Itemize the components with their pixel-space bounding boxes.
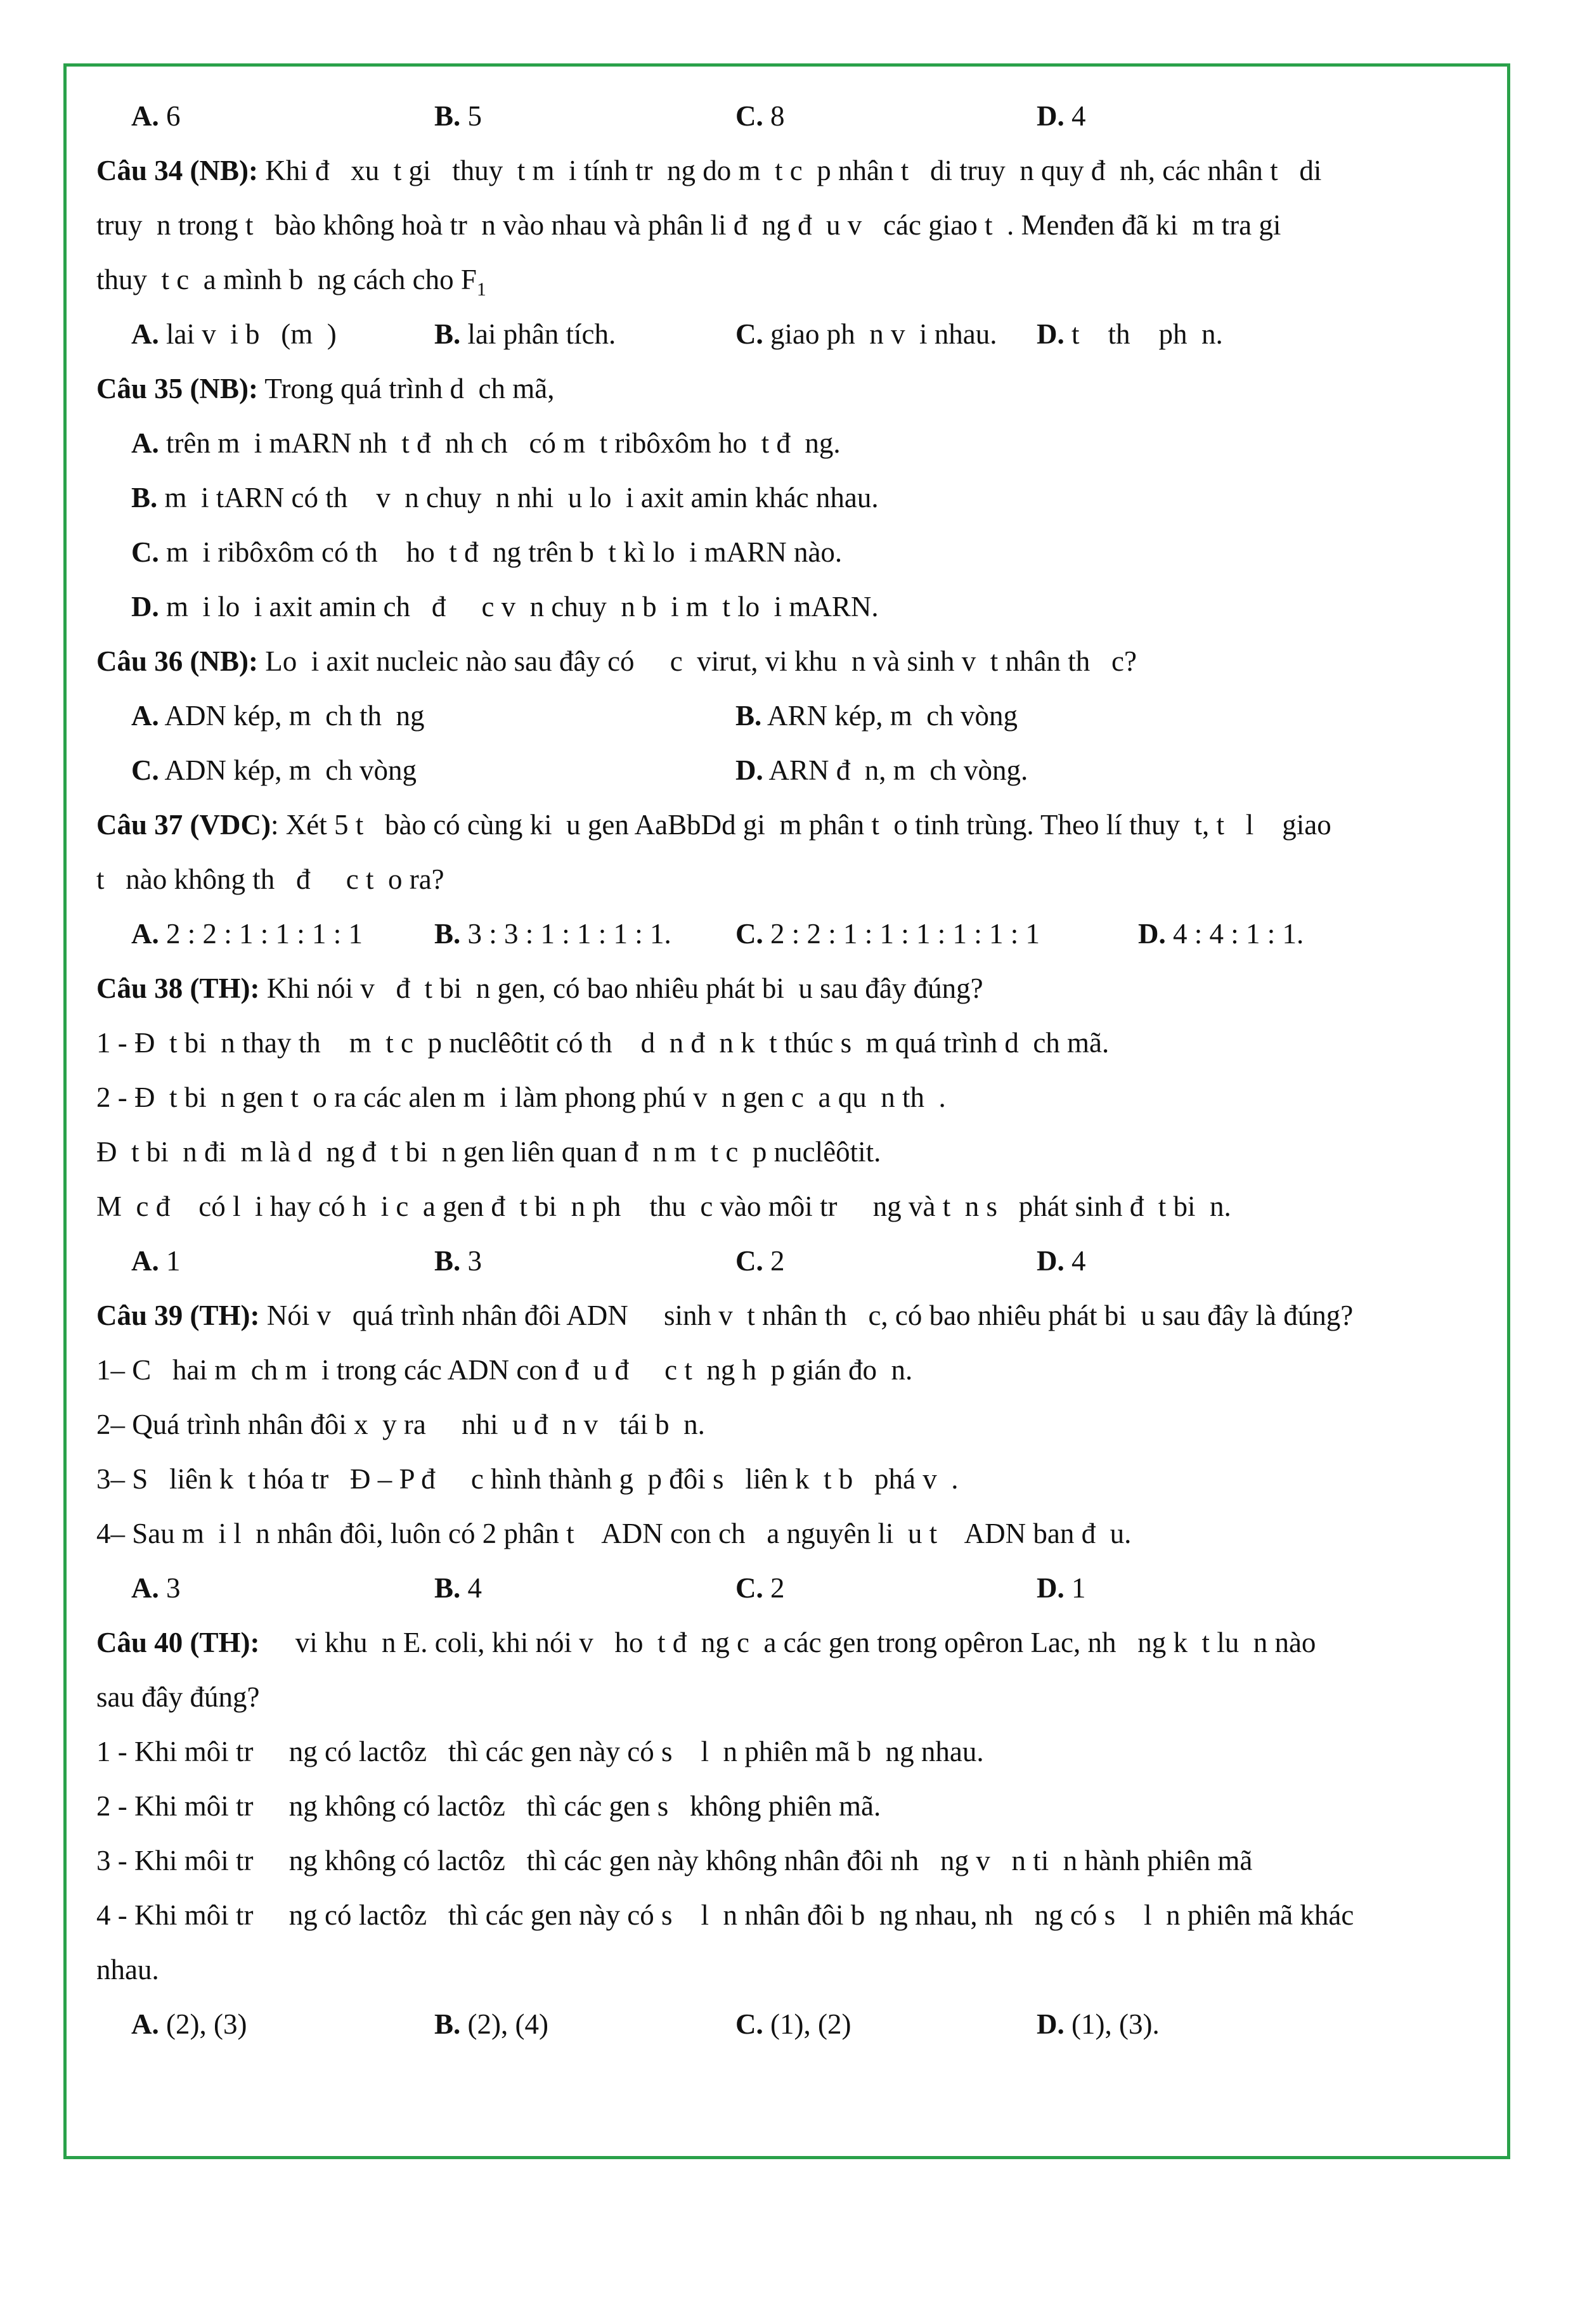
option-b: B. lai phân tích.	[434, 318, 616, 350]
option-a: A. lai v i b (m )	[131, 318, 337, 350]
q34-line2: truy n trong t bào không hoà tr n vào nhau và phân li đ ng đ u v các giao t . Menđen đã ki m tra gi	[96, 209, 1281, 241]
statement-4: 4– Sau m i l n nhân đôi, luôn có 2 phân t ADN con ch a nguyên li u t ADN ban đ u.	[96, 1518, 1132, 1549]
question-39: Câu 39 (TH): Nói v quá trình nhân đôi ADN sinh v t nhân th c, có bao nhiêu phát bi u sau đây là đúng?	[96, 1300, 1354, 1331]
option-d: D. 4	[1037, 1245, 1086, 1277]
q34-options	[96, 307, 1479, 361]
question-34: Câu 34 (NB): Khi đ xu t gi thuy t m i tính tr ng do m t c p nhân t di truy n quy đ nh, các nhân t di	[96, 155, 1322, 186]
statement-2: 2 - Đ t bi n gen t o ra các alen m i làm phong phú v n gen c a qu n th .	[96, 1081, 946, 1113]
question-38: Câu 38 (TH): Khi nói v đ t bi n gen, có bao nhiêu phát bi u sau đây đúng?	[96, 972, 983, 1004]
option-d: D. 4 : 4 : 1 : 1.	[1138, 918, 1304, 950]
option-c: C. 2	[735, 1245, 785, 1277]
option-a: A. 1	[131, 1245, 181, 1277]
option-b: B. m i tARN có th v n chuy n nhi u lo i axit amin khác nhau.	[131, 482, 879, 513]
option-a: A. 6	[131, 100, 181, 132]
option-c: C. m i ribôxôm có th ho t đ ng trên b t kì lo i mARN nào.	[131, 536, 843, 568]
option-c: C. 2 : 2 : 1 : 1 : 1 : 1 : 1 : 1	[735, 918, 1040, 950]
statement-2: 2 - Khi môi tr ng không có lactôz thì các gen s không phiên mã.	[96, 1790, 881, 1822]
statement-1: 1 - Khi môi tr ng có lactôz thì các gen này có s l n phiên mã b ng nhau.	[96, 1736, 984, 1767]
question-35: Câu 35 (NB): Trong quá trình d ch mã,	[96, 373, 555, 404]
option-a: A. trên m i mARN nh t đ nh ch có m t ribôxôm ho t đ ng.	[131, 427, 841, 459]
q36-options-row2	[96, 743, 1479, 797]
option-a: A. ADN kép, m ch th ng	[131, 700, 425, 732]
option-a: A. (2), (3)	[131, 2008, 247, 2040]
option-c: C. (1), (2)	[735, 2008, 851, 2040]
statement-3: 3– S liên k t hóa tr Đ – P đ c hình thành g p đôi s liên k t b phá v .	[96, 1463, 959, 1495]
question-37: Câu 37 (VDC): Xét 5 t bào có cùng ki u gen AaBbDd gi m phân t o tinh trùng. Theo lí thuy t, t l giao	[96, 809, 1331, 841]
option-d: D. 4	[1037, 100, 1086, 132]
statement-4-cont: nhau.	[96, 1954, 159, 1985]
exam-content	[96, 89, 1479, 2051]
option-b: B. (2), (4)	[434, 2008, 548, 2040]
q40-line2: sau đây đúng?	[96, 1681, 260, 1713]
option-c: C. giao ph n v i nhau.	[735, 318, 997, 350]
statement-2: 2– Quá trình nhân đôi x y ra nhi u đ n v tái b n.	[96, 1409, 705, 1440]
question-40: Câu 40 (TH): vi khu n E. coli, khi nói v ho t đ ng c a các gen trong opêron Lac, nh ng k t lu n nào	[96, 1627, 1316, 1658]
q33-options	[96, 89, 1479, 143]
option-c: C. ADN kép, m ch vòng	[131, 754, 417, 786]
q38-options	[96, 1234, 1479, 1288]
q34-line3: thuy t c a mình b ng cách cho $F_1$	[96, 264, 486, 300]
option-a: A. 3	[131, 1572, 181, 1604]
option-d: D. 1	[1037, 1572, 1086, 1604]
statement-4: 4 - Khi môi tr ng có lactôz thì các gen này có s l n nhân đôi b ng nhau, nh ng có s l n phiên mã khác	[96, 1899, 1354, 1931]
option-b: B. ARN kép, m ch vòng	[735, 700, 1018, 732]
option-d: D. ARN đ n, m ch vòng.	[735, 754, 1028, 786]
statement-3: 3 - Khi môi tr ng không có lactôz thì các gen này không nhân đôi nh ng v n ti n hành phiên mã	[96, 1845, 1253, 1876]
q37-line2: t nào không th đ c t o ra?	[96, 863, 444, 895]
option-b: B. 3	[434, 1245, 482, 1277]
option-a: A. 2 : 2 : 1 : 1 : 1 : 1	[131, 918, 363, 950]
option-b: B. 4	[434, 1572, 482, 1604]
option-c: C. 2	[735, 1572, 785, 1604]
statement-1: 1– C hai m ch m i trong các ADN con đ u đ c t ng h p gián đo n.	[96, 1354, 913, 1386]
option-d: D. (1), (3).	[1037, 2008, 1160, 2040]
q37-options	[96, 907, 1479, 961]
option-d: D. m i lo i axit amin ch đ c v n chuy n b i m t lo i mARN.	[131, 591, 879, 623]
option-b: B. 5	[434, 100, 482, 132]
statement-4: M c đ có l i hay có h i c a gen đ t bi n ph thu c vào môi tr ng và t n s phát sinh đ t bi n.	[96, 1191, 1231, 1222]
q36-options-row1	[96, 688, 1479, 743]
option-c: C. 8	[735, 100, 785, 132]
statement-3: Đ t bi n đi m là d ng đ t bi n gen liên quan đ n m t c p nuclêôtit.	[96, 1136, 881, 1168]
option-d: D. t th ph n.	[1037, 318, 1223, 350]
option-b: B. 3 : 3 : 1 : 1 : 1 : 1.	[434, 918, 671, 950]
statement-1: 1 - Đ t bi n thay th m t c p nuclêôtit có th d n đ n k t thúc s m quá trình d ch mã.	[96, 1027, 1110, 1059]
q40-options	[96, 1997, 1479, 2051]
q39-options	[96, 1561, 1479, 1615]
question-36: Câu 36 (NB): Lo i axit nucleic nào sau đây có c virut, vi khu n và sinh v t nhân th c?	[96, 645, 1137, 677]
